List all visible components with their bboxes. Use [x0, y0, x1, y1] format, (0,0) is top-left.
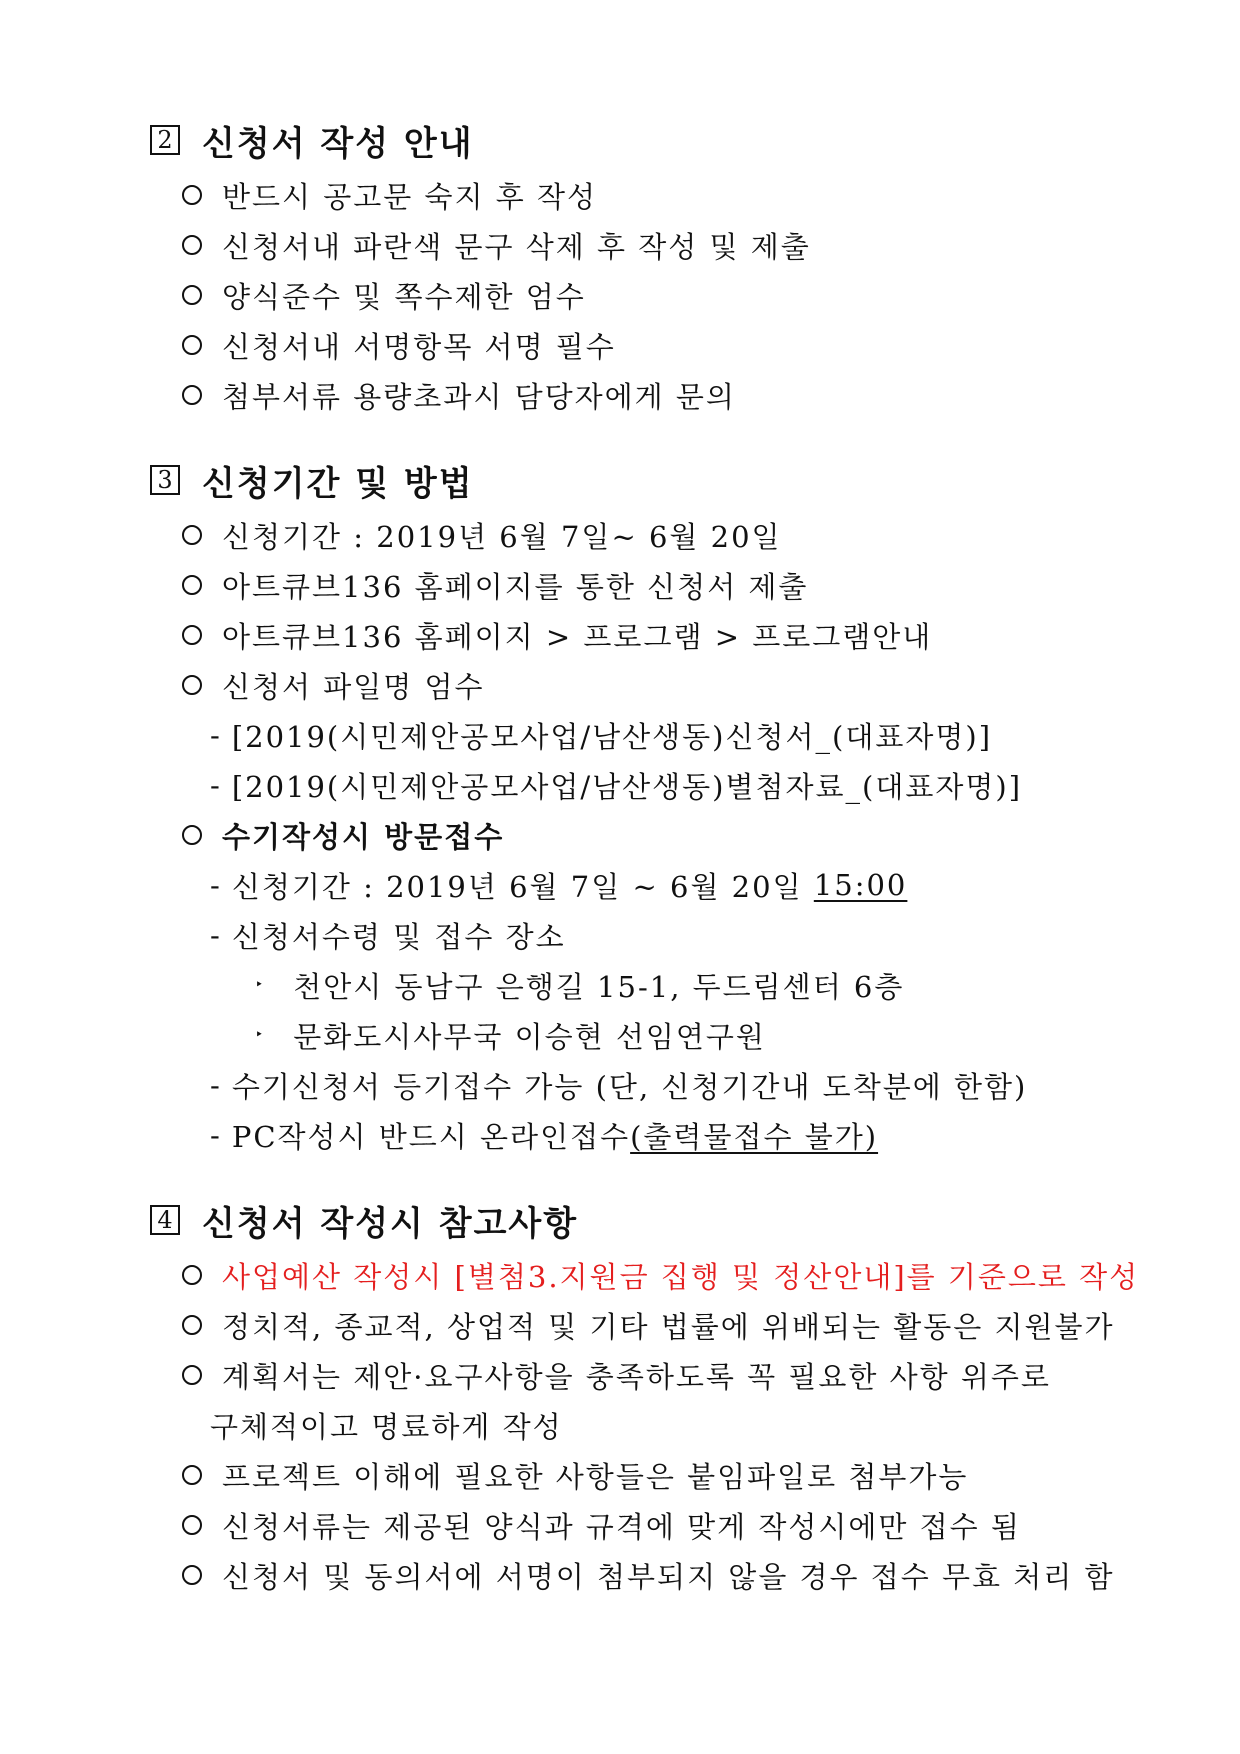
print-not-accepted-note: (출력물접수 불가): [630, 1119, 879, 1154]
list-item: 정치적, 종교적, 상업적 및 기타 법률에 위배되는 활동은 지원불가: [150, 1300, 1110, 1350]
list-item: 신청기간 : 2019년 6월 7일~ 6월 20일: [150, 510, 1110, 560]
list-item: 신청서내 파란색 문구 삭제 후 작성 및 제출: [150, 220, 1110, 270]
circle-bullet-icon: [182, 185, 202, 205]
deadline-time: 15:00: [813, 868, 908, 902]
sub-list-item: - 신청기간 : 2019년 6월 7일 ~ 6월 20일 15:00: [210, 868, 908, 904]
circle-bullet-icon: [182, 1515, 202, 1535]
sub-list-item: - 신청서수령 및 접수 장소: [210, 918, 566, 954]
sub-list-item: - PC작성시 반드시 온라인접수 (출력물접수 불가): [150, 1110, 1110, 1160]
list-item: 프로젝트 이해에 필요한 사항들은 붙임파일로 첨부가능: [150, 1450, 1110, 1500]
list-item-continuation: 구체적이고 명료하게 작성: [210, 1409, 563, 1444]
circle-bullet-icon: [182, 625, 202, 645]
list-item-manual: 수기작성시 방문접수: [150, 810, 1110, 860]
dash-marker: -: [210, 868, 222, 902]
list-item-highlight: 사업예산 작성시 [별첨3.지원금 집행 및 정산안내]를 기준으로 작성: [150, 1250, 1110, 1300]
place-item: ‣ 문화도시사무국 이승현 선임연구원: [255, 1019, 766, 1054]
list-item: 계획서는 제안·요구사항을 충족하도록 꼭 필요한 사항 위주로: [150, 1350, 1110, 1400]
dash-marker: -: [210, 768, 222, 802]
list-item: 첨부서류 용량초과시 담당자에게 문의: [150, 370, 1110, 420]
section-application-guide: [150, 110, 1110, 420]
circle-bullet-icon: [182, 1265, 202, 1285]
sub-list-item: - [2019(시민제안공모사업/남산생동)신청서_(대표자명)]: [210, 718, 993, 754]
circle-bullet-icon: [182, 1315, 202, 1335]
dash-marker: -: [210, 1118, 222, 1152]
sub-list-item: - 수기신청서 등기접수 가능 (단, 신청기간내 도착분에 한함): [210, 1068, 1028, 1104]
section-number-box: 2: [150, 125, 180, 155]
list-item: 신청서류는 제공된 양식과 규격에 맞게 작성시에만 접수 됨: [150, 1500, 1110, 1550]
sub-list-item: - [2019(시민제안공모사업/남산생동)별첨자료_(대표자명)]: [210, 768, 1023, 804]
circle-bullet-icon: [182, 675, 202, 695]
circle-bullet-icon: [182, 825, 202, 845]
section-heading: [150, 110, 1110, 170]
dash-marker: -: [210, 918, 222, 952]
triangle-bullet-icon: ‣: [255, 977, 266, 993]
section-heading: [150, 450, 1110, 510]
section-heading: [150, 1190, 1110, 1250]
list-item: 신청서내 서명항목 서명 필수: [150, 320, 1110, 370]
circle-bullet-icon: [182, 1465, 202, 1485]
list-item: 반드시 공고문 숙지 후 작성: [150, 170, 1110, 220]
list-item: 아트큐브136 홈페이지 > 프로그램 > 프로그램안내: [150, 610, 1110, 660]
section-number-box: 4: [150, 1205, 180, 1235]
section-title: 신청서 작성시 참고사항: [202, 1203, 579, 1244]
section-writing-notes: [150, 1190, 1140, 1600]
dash-marker: -: [210, 1068, 222, 1102]
list-item: 신청서 파일명 엄수: [150, 660, 1110, 710]
circle-bullet-icon: [182, 385, 202, 405]
place-item: ‣ 천안시 동남구 은행길 15-1, 두드림센터 6층: [255, 969, 905, 1004]
dash-marker: -: [210, 718, 222, 752]
section-title: 신청서 작성 안내: [202, 123, 474, 164]
circle-bullet-icon: [182, 1565, 202, 1585]
circle-bullet-icon: [182, 575, 202, 595]
list-item: 아트큐브136 홈페이지를 통한 신청서 제출: [150, 560, 1110, 610]
section-number-box: 3: [150, 465, 180, 495]
circle-bullet-icon: [182, 235, 202, 255]
list-item: 신청서 및 동의서에 서명이 첨부되지 않을 경우 접수 무효 처리 함: [150, 1550, 1110, 1600]
circle-bullet-icon: [182, 525, 202, 545]
list-item: 양식준수 및 쪽수제한 엄수: [150, 270, 1110, 320]
triangle-bullet-icon: ‣: [255, 1027, 266, 1043]
section-title: 신청기간 및 방법: [202, 463, 474, 504]
section-period-method: [150, 450, 1110, 1160]
circle-bullet-icon: [182, 1365, 202, 1385]
circle-bullet-icon: [182, 335, 202, 355]
circle-bullet-icon: [182, 285, 202, 305]
